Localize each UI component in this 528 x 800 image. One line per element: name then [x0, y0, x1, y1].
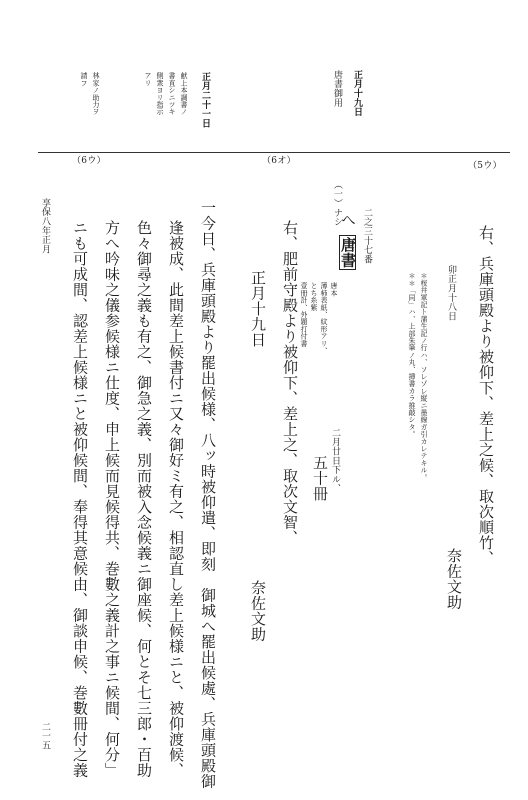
item-desc-line3: とち糸紫 — [310, 282, 318, 311]
para-line-1: 一今日、兵庫頭殿より罷出候様、八ッ時被仰遣、即刻 御城へ罷出候處、兵庫頭殿御 — [199, 200, 217, 789]
line-r2-date: 卯正月十八日 — [446, 265, 456, 321]
header-rule — [38, 152, 510, 153]
folio-6u: （6ウ） — [72, 156, 106, 166]
line-r4-name: 奈佐文助 — [249, 580, 267, 642]
item-date: 二月廿日下ル、 — [330, 428, 340, 494]
paren-label: （一）ナシ — [332, 180, 342, 227]
headnote-date-6u: 正月二十一日 — [200, 72, 210, 128]
item-desc-line2: 薄柿表紙、紋形アリ、 — [320, 282, 328, 354]
item-desc-line4: 壹冊計、外題打付書 — [300, 282, 308, 347]
headnote-note-6u-line3: 側衆ヨリ指示 — [156, 72, 164, 116]
folio-5u: （5ウ） — [468, 161, 502, 171]
headnote-note-6u-line1: 献上本調書ノ — [180, 72, 188, 116]
item-count: 五十冊 — [311, 455, 329, 502]
folio-6o: （6オ） — [262, 156, 296, 166]
line-r4-date: 正月十九日 — [249, 270, 267, 348]
headnote-date-5u: 正月十九日 — [352, 70, 362, 117]
headnote-note-6u-b-line1: 林家ノ助力ヲ — [92, 72, 100, 116]
line-r2-name: 奈佐文助 — [445, 548, 463, 610]
para-line-2: 逢被成、此間差上候書付ニ又々御好ミ有之、相認直し差上候様ニと、被仰渡候、 — [167, 220, 185, 778]
era-label: 享保八年正月 — [40, 198, 50, 254]
kana-he: へ — [339, 212, 357, 228]
item-title: 唐書 — [339, 237, 357, 268]
para-line-5: ニも可成間、認差上候様ニと被仰候間、奉得其意候由、御談申候、巻數冊付之義 — [71, 220, 89, 778]
line-r3: 右、肥前守殿より被仰下、差上之、取次文智、 — [281, 220, 299, 546]
headnote-note-6u-line4: アリ — [144, 72, 152, 87]
footnote-1: ＊桜井軍記ト蒲生記ノ行ハ、ソレゾレ縦ニ墨線ガ引カレテキル。 — [420, 272, 428, 481]
item-desc-line1: 唐本 — [330, 282, 338, 297]
para-line-4: 方へ吟味之儀参候様ニ仕度、申上候而見候得共、巻數之義計之事ニ候間、何分」 — [103, 220, 121, 778]
line-r1: 右、兵庫頭殿より被仰下、差上之候、取次順竹、 — [477, 225, 495, 566]
page-number: 二一五 — [40, 722, 50, 750]
item-number: 二之三十七番 — [362, 208, 372, 264]
headnote-note-6u-line2: 書直シニツキ — [168, 72, 176, 116]
headnote-note-5u: 唐書御用 — [332, 70, 342, 108]
footnote-2: ＊＊「同」ハ、上部朱筆ノ丸、挿書カラ推敲シタ。 — [408, 272, 416, 438]
headnote-note-6u-b-line2: 請フ — [80, 72, 88, 87]
para-line-3: 色々御尋之義も有之、御急之義、別而被入念候義ニ御座候、何とそ七三郎・百助 — [135, 220, 153, 778]
